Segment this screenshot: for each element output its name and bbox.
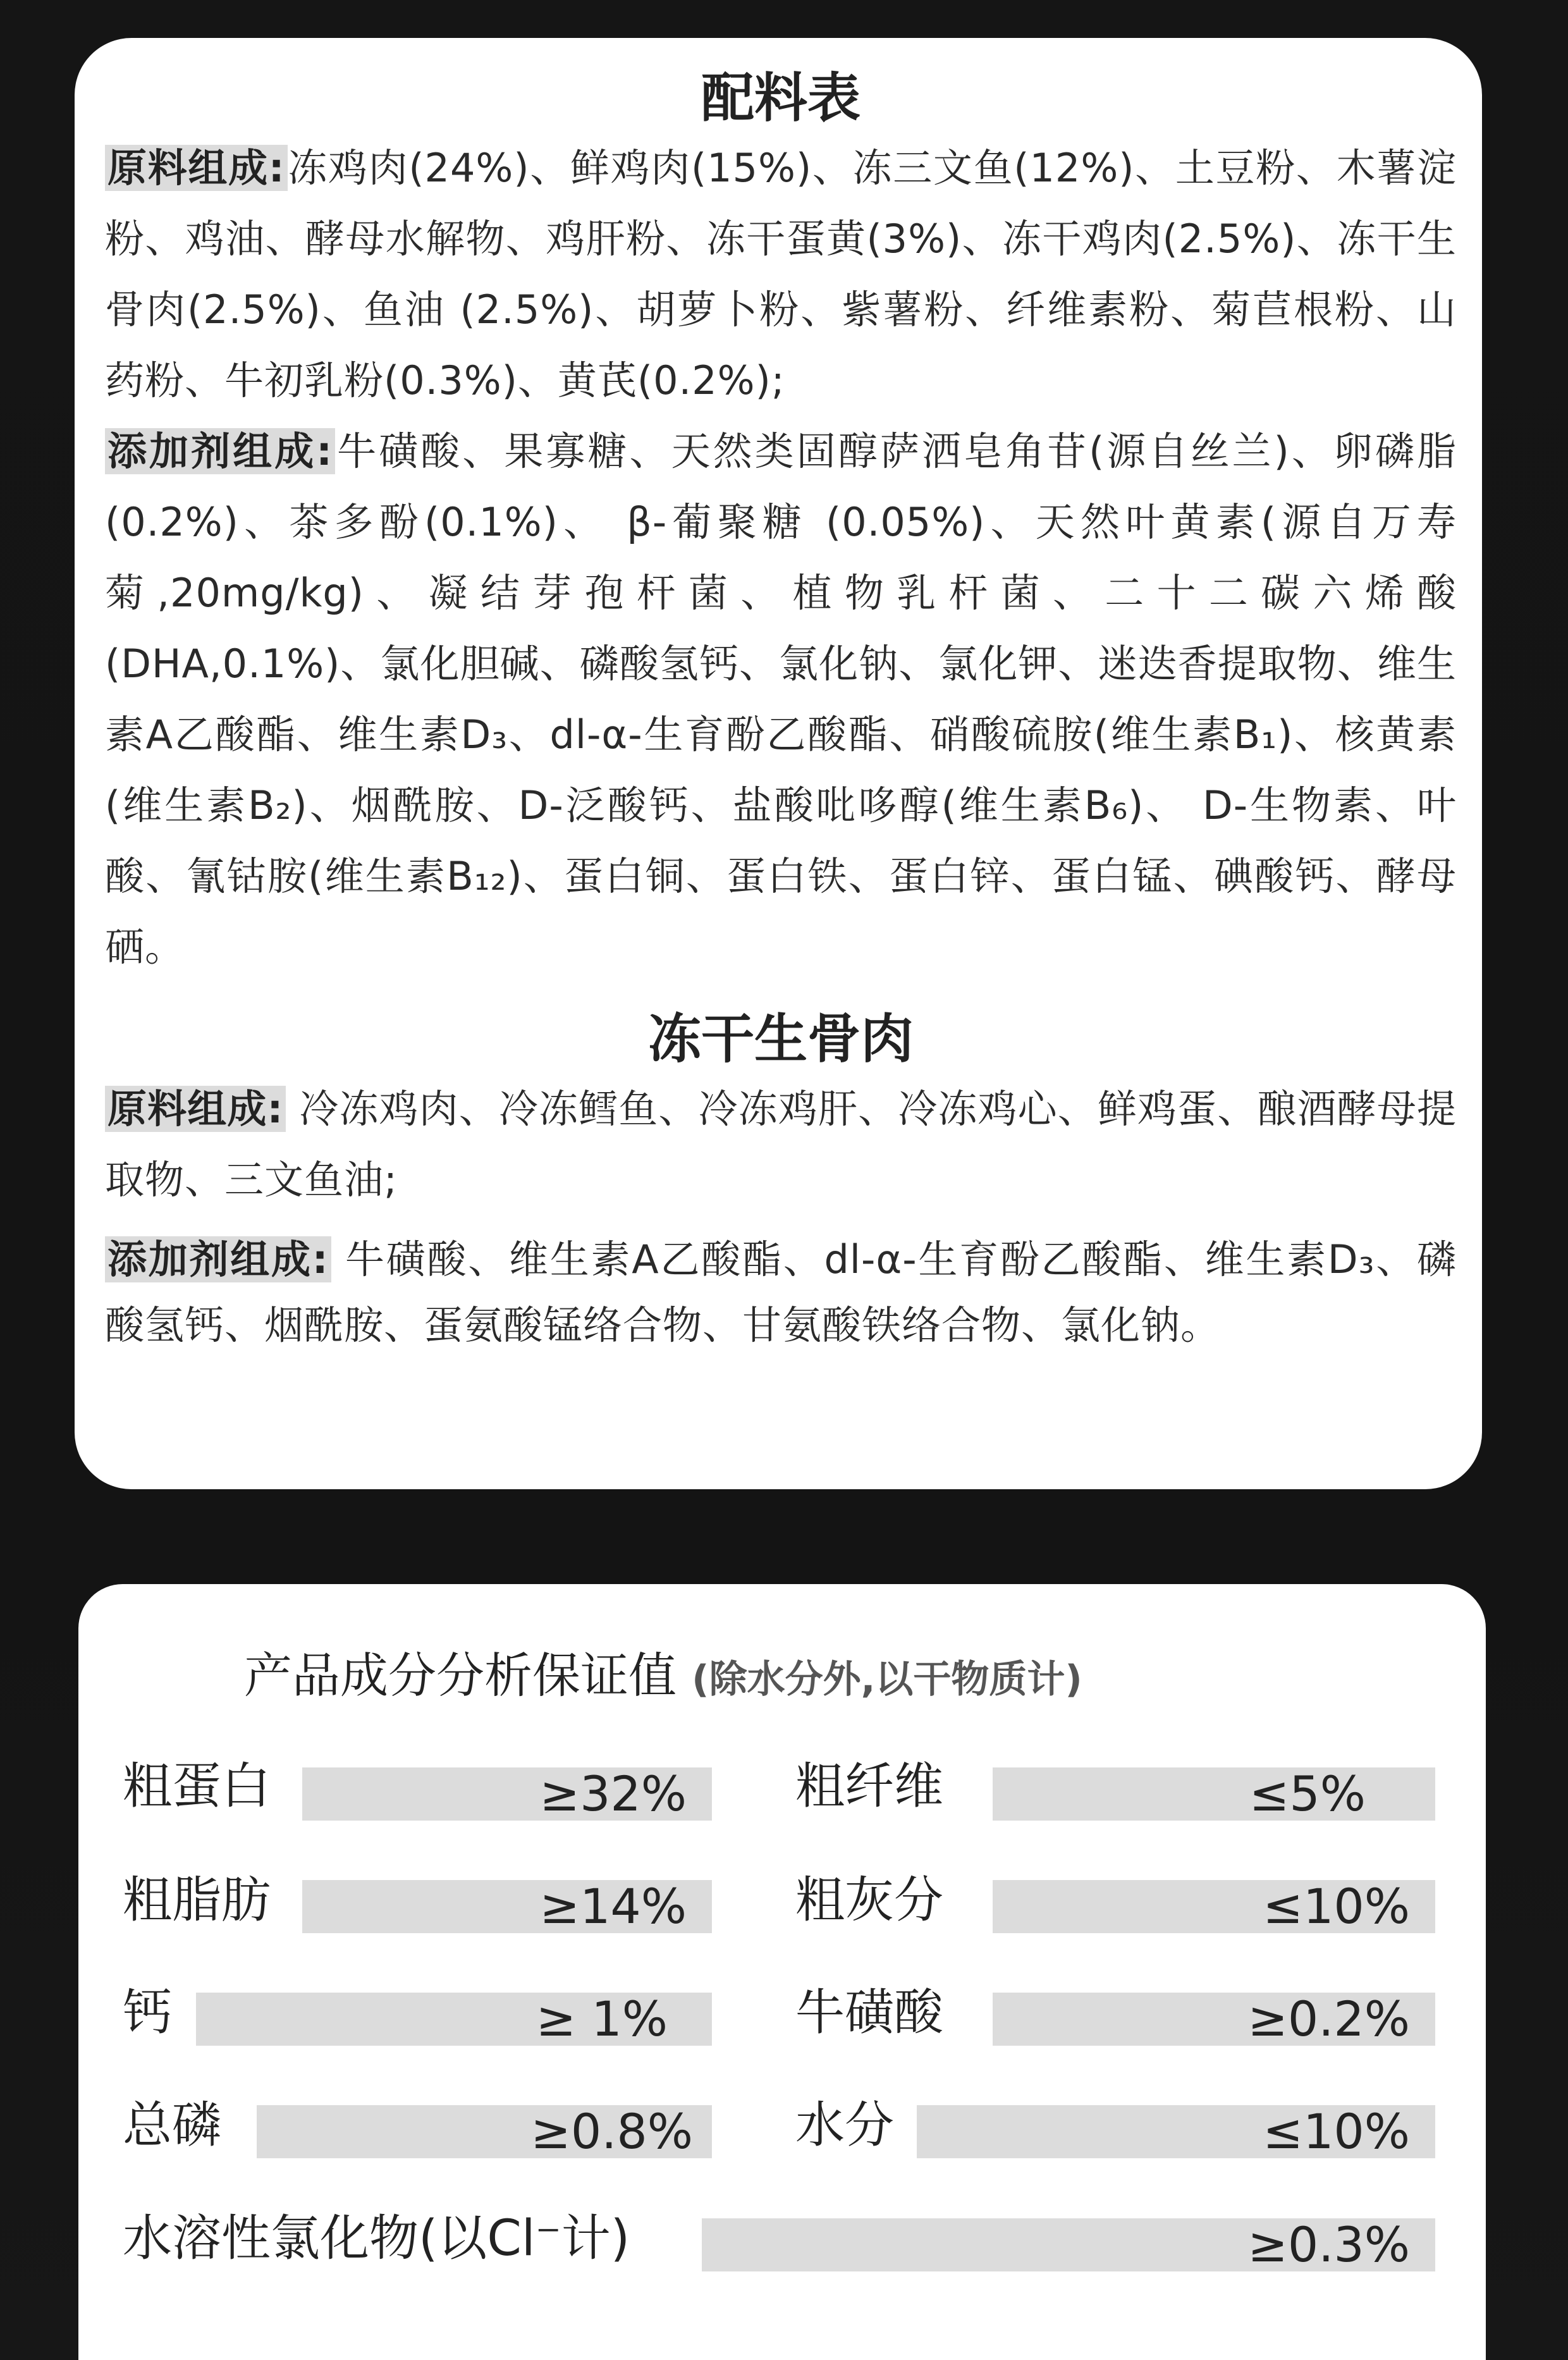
freeze-dried-raw-text: 冷冻鸡肉、冷冻鳕鱼、冷冻鸡肝、冷冻鸡心、鲜鸡蛋、酿酒酵母提取物、三文鱼油; [105,1086,1457,1203]
taurine-bar [993,1993,1435,2046]
crude-fiber-label: 粗纤维 [795,1758,944,1815]
raw-materials-paragraph [105,133,1457,416]
freeze-dried-raw-label: 原料组成: [105,1086,286,1132]
crude-fiber-bar [993,1767,1435,1821]
moisture-value: ≤10% [1263,2103,1410,2160]
total-phosphorus-label: 总磷 [123,2097,222,2154]
crude-protein-bar [302,1767,712,1821]
freeze-dried-additives-paragraph [105,1227,1457,1358]
crude-fat-bar [302,1880,712,1933]
water-soluble-chloride-label: 水溶性氯化物(以Cl⁻计) [123,2210,630,2267]
calcium-bar [196,1993,712,2046]
raw-materials-label: 原料组成: [105,145,288,191]
analysis-title [244,1628,1082,1727]
crude-protein-label: 粗蛋白 [123,1758,271,1815]
crude-ash-label: 粗灰分 [795,1872,944,1929]
crude-protein-value: ≥32% [539,1766,687,1822]
total-phosphorus-bar [257,2105,712,2158]
ingredients-card [75,38,1482,1489]
water-soluble-chloride-bar [702,2218,1435,2271]
crude-fat-label: 粗脂肪 [123,1872,271,1929]
moisture-label: 水分 [795,2097,895,2154]
crude-fat-value: ≥14% [539,1878,687,1934]
calcium-label: 钙 [123,1984,173,2041]
freeze-dried-additives-text: 牛磺酸、维生素A乙酸酯、dl-α-生育酚乙酸酯、维生素D₃、磷酸氢钙、烟酰胺、蛋氨酸锰络合物、甘氨酸铁络合物、氯化钠。 [105,1236,1457,1348]
crude-ash-bar [993,1880,1435,1933]
analysis-title-text: 产品成分分析保证值 [244,1647,677,1704]
raw-materials-text: 冻鸡肉(24%)、鲜鸡肉(15%)、冻三文鱼(12%)、土豆粉、木薯淀粉、鸡油、酵母水解物、鸡肝粉、冻干蛋黄(3%)、冻干鸡肉(2.5%)、冻干生骨肉(2.5%)、鱼油 (2.5%)、胡萝卜粉、紫薯粉、纤维素粉、菊苣根粉、山药粉、牛初乳粉(0.3%)、黄芪(0.2%); [105,145,1457,403]
calcium-value: ≥ 1% [536,1991,668,2047]
additives-paragraph [105,416,1457,983]
taurine-value: ≥0.2% [1247,1991,1410,2047]
freeze-dried-additives-label: 添加剂组成: [105,1236,331,1282]
additives-text: 牛磺酸、果寡糖、天然类固醇萨洒皂角苷(源自丝兰)、卵磷脂(0.2%)、茶多酚(0.1%)、 β-葡聚糖 (0.05%)、天然叶黄素(源自万寿菊,20mg/kg)、凝结芽孢杆菌、植物乳杆菌、二十二碳六烯酸(DHA,0.1%)、氯化胆碱、磷酸氢钙、氯化钠、氯化钾、迷迭香提取物、维生素A乙酸酯、维生素D₃、dl-α-生育酚乙酸酯、硝酸硫胺(维生素B₁)、核黄素(维生素B₂)、烟酰胺、D-泛酸钙、盐酸吡哆醇(维生素B₆)、 D-生物素、叶酸、氰钴胺(维生素B₁₂)、蛋白铜、蛋白铁、蛋白锌、蛋白锰、碘酸钙、酵母硒。 [105,428,1457,970]
crude-ash-value: ≤10% [1263,1878,1410,1934]
freeze-dried-raw-paragraph [105,1074,1457,1215]
ingredients-title: 配料表 [701,67,861,129]
additives-label: 添加剂组成: [105,428,335,474]
freeze-dried-title: 冻干生骨肉 [647,1008,914,1070]
crude-fiber-value: ≤5% [1249,1766,1366,1822]
moisture-bar [917,2105,1435,2158]
analysis-note: (除水分外,以干物质计) [692,1657,1082,1702]
water-soluble-chloride-value: ≥0.3% [1247,2216,1410,2273]
total-phosphorus-value: ≥0.8% [530,2103,693,2160]
analysis-card [78,1584,1486,2360]
taurine-label: 牛磺酸 [795,1984,944,2041]
